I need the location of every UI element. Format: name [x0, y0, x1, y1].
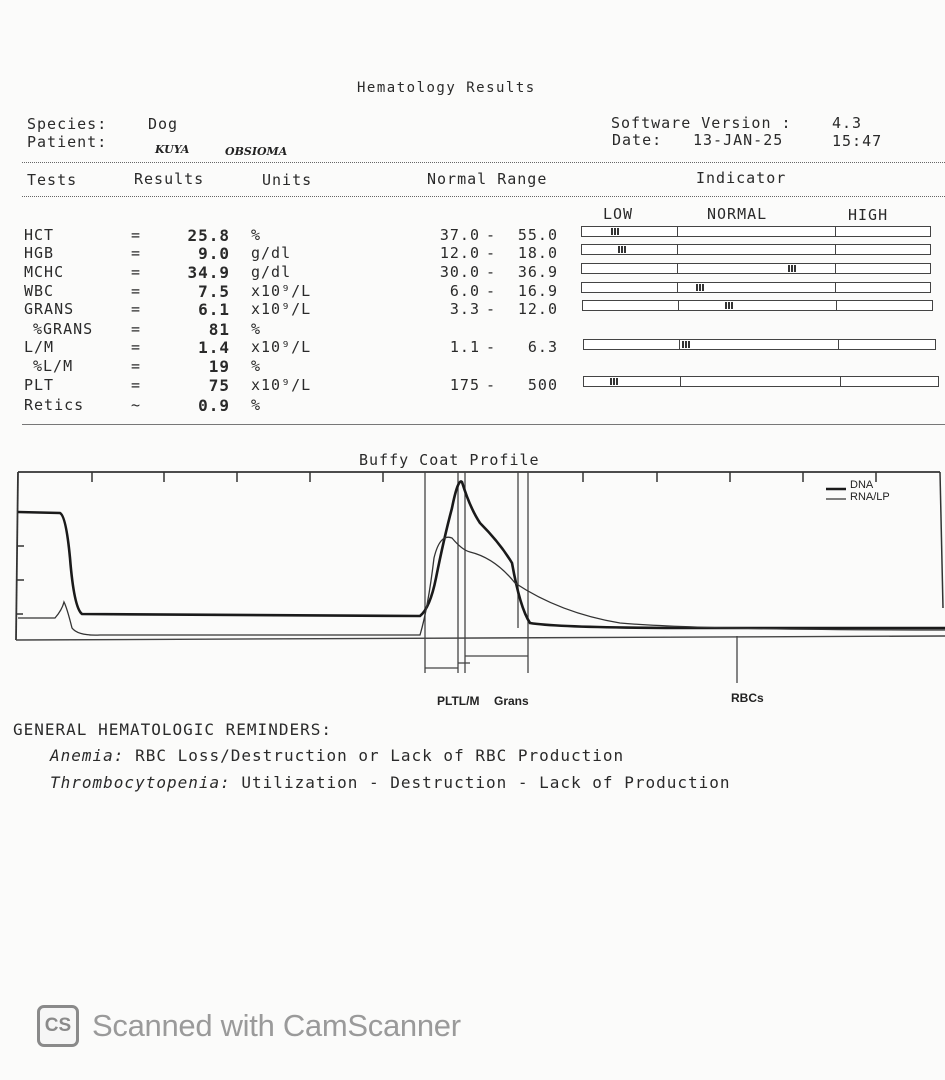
buffy-title: Buffy Coat Profile [359, 451, 540, 469]
indicator-zone-divider [678, 301, 679, 310]
test-unit: % [251, 226, 262, 244]
range-low: 1.1 [449, 338, 480, 356]
indicator-zone-divider [840, 377, 841, 386]
indicator-marker [610, 378, 618, 385]
range-high: 18.0 [517, 244, 558, 262]
chart-right-border [940, 472, 943, 608]
chart-top-ticks [92, 472, 876, 482]
test-name: MCHC [24, 263, 65, 281]
test-name: WBC [24, 282, 55, 300]
test-name: PLT [24, 376, 55, 394]
test-name: GRANS [24, 300, 75, 318]
divider [22, 162, 945, 163]
test-operator: = [131, 300, 142, 318]
test-unit: % [251, 357, 262, 375]
range-dash: - [486, 338, 497, 356]
test-result: 0.9 [198, 396, 230, 415]
test-name: L/M [24, 338, 55, 356]
indicator-zone-divider [677, 227, 678, 236]
test-result: 34.9 [187, 263, 230, 282]
test-unit: x10⁹/L [251, 300, 312, 318]
range-low: 3.3 [449, 300, 480, 318]
buffy-coat-chart [0, 468, 945, 713]
date-value: 13-JAN-25 [693, 131, 784, 149]
range-high: 12.0 [517, 300, 558, 318]
indicator-bar [582, 300, 933, 311]
legend-dna-label: DNA [850, 479, 874, 491]
indicator-zone-divider [677, 264, 678, 273]
time-value: 15:47 [832, 132, 883, 150]
anemia-text: RBC Loss/Destruction or Lack of RBC Production [135, 746, 625, 765]
test-unit: x10⁹/L [251, 338, 312, 356]
software-label: Software Version : [611, 114, 792, 132]
divider [22, 424, 945, 425]
region-rbcs-label: RBCs [731, 691, 764, 705]
report-title: Hematology Results [357, 80, 536, 96]
indicator-zone-divider [679, 340, 680, 349]
camscanner-watermark: Scanned with CamScanner [92, 1008, 461, 1043]
test-operator: = [131, 263, 142, 281]
thrombocytopenia-text: Utilization - Destruction - Lack of Production [241, 773, 731, 792]
test-unit: % [251, 320, 262, 338]
range-dash: - [486, 300, 497, 318]
test-result: 75 [208, 376, 230, 395]
test-name: %L/M [33, 357, 74, 375]
range-dash: - [486, 244, 497, 262]
test-operator: ~ [131, 396, 142, 414]
dna-curve [18, 479, 945, 628]
divider [22, 196, 945, 197]
range-dash: - [486, 263, 497, 281]
test-result: 81 [208, 320, 230, 339]
species-label: Species: [27, 115, 108, 133]
region-grans-label: Grans [494, 694, 529, 708]
rna-lp-curve [18, 537, 945, 635]
range-high: 55.0 [517, 226, 558, 244]
test-unit: g/dl [251, 244, 292, 262]
col-units: Units [262, 171, 313, 189]
indicator-bar [583, 339, 936, 350]
indicator-zone-divider [835, 227, 836, 236]
thrombocytopenia-label: Thrombocytopenia: [50, 773, 231, 792]
region-dividers [425, 472, 737, 683]
test-operator: = [131, 282, 142, 300]
software-version: 4.3 [832, 114, 863, 132]
indicator-zone-divider [838, 340, 839, 349]
patient-label: Patient: [27, 133, 108, 151]
test-unit: % [251, 396, 262, 414]
region-pltlm-label: PLTL/M [437, 694, 480, 708]
chart-baseline [16, 636, 945, 640]
indicator-zone-divider [677, 245, 678, 254]
indicator-bar [581, 263, 931, 274]
range-dash: - [486, 226, 497, 244]
indicator-marker [611, 228, 619, 235]
test-result: 6.1 [198, 300, 230, 319]
range-high: 36.9 [517, 263, 558, 281]
test-name: HCT [24, 226, 55, 244]
region-brackets [425, 656, 528, 668]
indicator-normal-label: NORMAL [707, 205, 768, 223]
test-operator: = [131, 244, 142, 262]
indicator-marker [725, 302, 733, 309]
test-result: 19 [208, 357, 230, 376]
test-result: 7.5 [198, 282, 230, 301]
species-value: Dog [148, 115, 179, 133]
range-high: 500 [527, 376, 558, 394]
test-unit: x10⁹/L [251, 376, 312, 394]
indicator-bar [581, 282, 931, 293]
test-unit: g/dl [251, 263, 292, 281]
range-low: 6.0 [449, 282, 480, 300]
indicator-bar [581, 226, 931, 237]
reminders-heading: GENERAL HEMATOLOGIC REMINDERS: [13, 720, 332, 739]
test-operator: = [131, 357, 142, 375]
col-indicator: Indicator [696, 169, 787, 187]
anemia-label: Anemia: [50, 746, 125, 765]
range-low: 37.0 [439, 226, 480, 244]
thrombocytopenia-reminder [50, 773, 731, 792]
anemia-reminder [50, 746, 624, 765]
indicator-bar [583, 376, 939, 387]
range-low: 30.0 [439, 263, 480, 281]
test-result: 1.4 [198, 338, 230, 357]
indicator-zone-divider [835, 245, 836, 254]
range-high: 6.3 [527, 338, 558, 356]
test-operator: = [131, 320, 142, 338]
col-results: Results [134, 170, 205, 188]
indicator-marker [696, 284, 704, 291]
col-tests: Tests [27, 171, 78, 189]
patient-last-name: OBSIOMA [225, 145, 288, 158]
indicator-bar [581, 244, 931, 255]
indicator-low-label: LOW [603, 205, 634, 223]
test-unit: x10⁹/L [251, 282, 312, 300]
test-result: 25.8 [187, 226, 230, 245]
indicator-zone-divider [680, 377, 681, 386]
range-high: 16.9 [517, 282, 558, 300]
range-low: 12.0 [439, 244, 480, 262]
date-label: Date: [612, 131, 663, 149]
indicator-zone-divider [835, 264, 836, 273]
test-operator: = [131, 338, 142, 356]
chart-left-border [16, 472, 18, 640]
indicator-zone-divider [835, 283, 836, 292]
test-operator: = [131, 226, 142, 244]
indicator-marker [788, 265, 796, 272]
test-name: Retics [24, 396, 85, 414]
test-name: %GRANS [33, 320, 94, 338]
test-operator: = [131, 376, 142, 394]
indicator-high-label: HIGH [848, 206, 889, 224]
test-result: 9.0 [198, 244, 230, 263]
indicator-zone-divider [677, 283, 678, 292]
col-normal-range: Normal Range [427, 170, 548, 188]
patient-first-name: KUYA [155, 143, 190, 156]
indicator-marker [682, 341, 690, 348]
legend-rna-label: RNA/LP [850, 491, 890, 503]
range-dash: - [486, 376, 497, 394]
indicator-marker [618, 246, 626, 253]
test-name: HGB [24, 244, 55, 262]
range-dash: - [486, 282, 497, 300]
camscanner-logo-icon: CS [37, 1005, 79, 1047]
indicator-zone-divider [836, 301, 837, 310]
range-low: 175 [449, 376, 480, 394]
